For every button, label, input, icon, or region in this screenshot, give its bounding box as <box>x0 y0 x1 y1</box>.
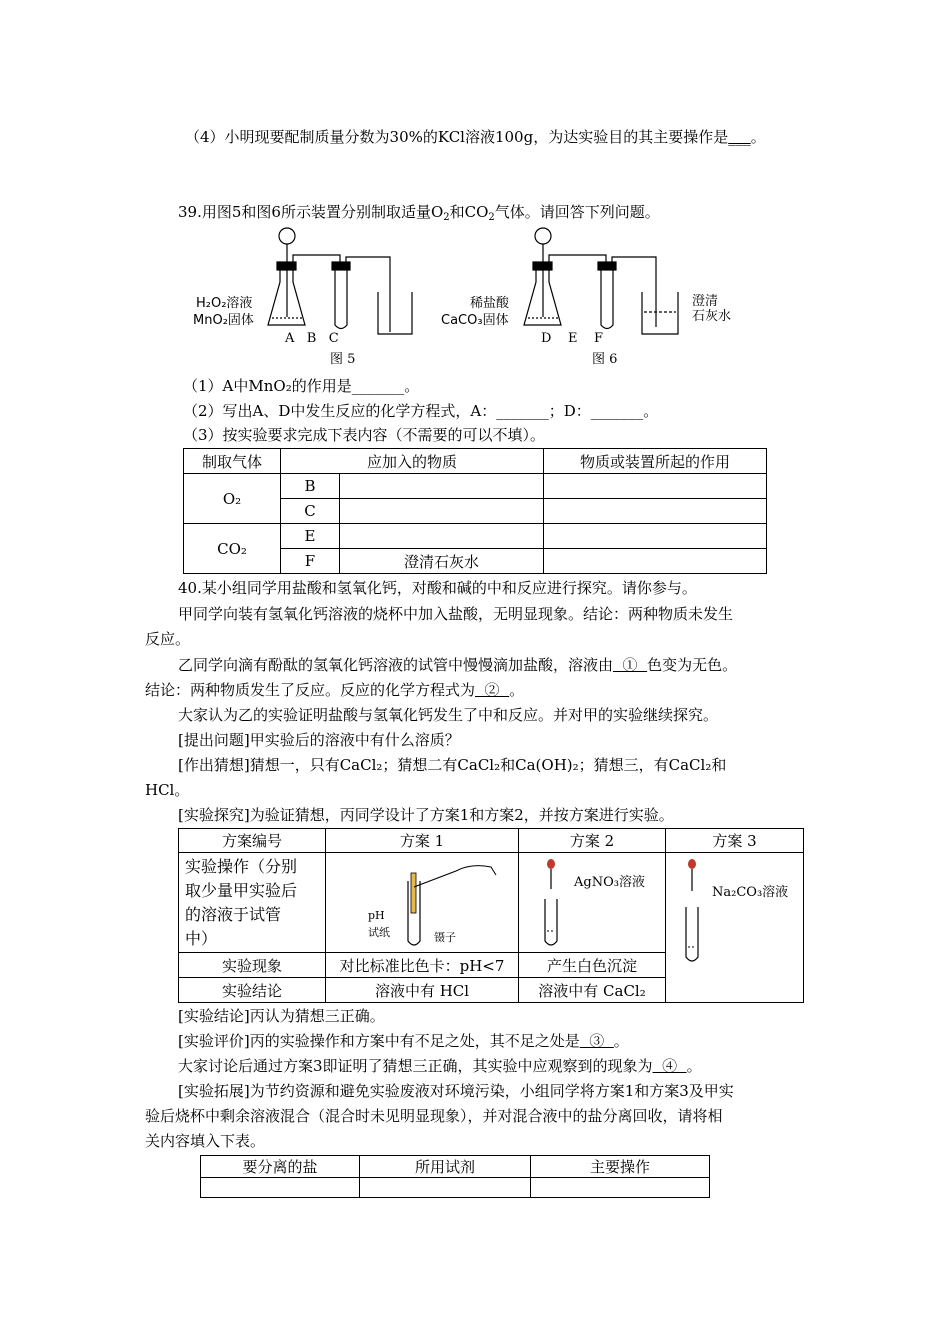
fig6-label-limewater: 石灰水 <box>692 309 732 324</box>
fig6-funnel-bulb <box>535 228 551 244</box>
fig6-drawing <box>524 228 678 334</box>
sep-header-reagent: 所用试剂 <box>360 1156 531 1178</box>
fig5-drawing <box>268 228 412 334</box>
tweezers-icon <box>414 871 456 887</box>
plan-table-h1: 方案 1 <box>326 829 519 853</box>
q40-p5: [提出问题]甲实验后的溶液中有什么溶质？ <box>178 731 460 749</box>
q39-sub1: （1）A中MnO₂的作用是_______。 <box>183 377 420 395</box>
q38-part4-end: 。 <box>750 128 766 146</box>
q40-blank-2[interactable]: ② <box>475 681 510 699</box>
q39-table-substance-cell[interactable] <box>340 524 544 549</box>
q39-table-substance-cell[interactable] <box>340 474 544 499</box>
op-label-line: 取少量甲实验后 <box>185 880 298 900</box>
q40-blank-1[interactable]: ① <box>613 656 648 674</box>
q38-part4-blank: ___ <box>728 128 751 146</box>
plan1-cell <box>326 853 519 953</box>
q39-table-substance-cell[interactable] <box>340 499 544 524</box>
q40-blank-4[interactable]: ④ <box>652 1057 687 1075</box>
fig6-label-caco3: CaCO₃固体 <box>441 313 509 328</box>
q39-sub-o2: 2 <box>443 212 450 223</box>
q39-sub2: （2）写出A、D中发生反应的化学方程式，A：_______；D：_______。 <box>183 402 659 420</box>
plan2-test-tube <box>545 899 557 945</box>
q40-p3b <box>145 680 524 700</box>
plan-table-h3: 方案 3 <box>666 829 804 853</box>
q39-intro-b: 和CO <box>449 203 489 221</box>
q40-p10 <box>178 1056 702 1076</box>
fig5-test-tube-b <box>335 270 347 329</box>
q40-p2a: 甲同学向装有氢氧化钙溶液的烧杯中加入盐酸，无明显现象。结论：两种物质未发生 <box>178 605 734 623</box>
plan1-ph-label: pH <box>368 909 385 922</box>
fig6-stopper-e <box>598 262 616 270</box>
q39-intro-a: 39.用图5和图6所示装置分别制取适量O <box>178 203 444 221</box>
q39-table-effect-cell[interactable] <box>544 549 767 574</box>
q40-p9 <box>178 1031 629 1051</box>
plan2-reagent: AgNO₃溶液 <box>574 875 645 890</box>
sep-cell-salt[interactable] <box>201 1178 360 1198</box>
q40-p7: [实验探究]为验证猜想，丙同学设计了方案1和方案2，并按方案进行实验。 <box>178 806 674 824</box>
plan-table-op-label <box>179 853 326 953</box>
plan-table-phen-label: 实验现象 <box>179 953 326 978</box>
plan1-phenomenon: 对比标准比色卡：pH<7 <box>326 953 519 978</box>
fig5-tube-bc <box>346 257 390 332</box>
sep-header-salt: 要分离的盐 <box>201 1156 360 1178</box>
q39-sub-co2: 2 <box>488 212 495 223</box>
plan3-drawing <box>680 857 710 967</box>
plan3-reagent: Na₂CO₃溶液 <box>712 885 789 900</box>
fig5-label-h2o2: H₂O₂溶液 <box>196 296 253 311</box>
q39-table-row-label: C <box>281 499 340 524</box>
q39-table <box>183 448 767 574</box>
q39-table-effect-cell[interactable] <box>544 499 767 524</box>
fig5-stopper-b <box>332 262 350 270</box>
plan3-test-tube <box>686 907 698 961</box>
q40-p2b: 反应。 <box>145 630 191 648</box>
plan1-tweezers-label: 镊子 <box>434 931 456 944</box>
q39-table-row-label: F <box>281 549 340 574</box>
sep-header-operation: 主要操作 <box>531 1156 710 1178</box>
plan-table-h0: 方案编号 <box>179 829 326 853</box>
q40-p3b-pre: 结论：两种物质发生了反应。反应的化学方程式为 <box>145 681 476 699</box>
q40-p11b: 验后烧杯中剩余溶液混合（混合时未见明显现象），并对混合液中的盐分离回收，请将相 <box>145 1107 723 1125</box>
q40-p11c: 关内容填入下表。 <box>145 1132 266 1150</box>
plan-table-conc-label: 实验结论 <box>179 978 326 1003</box>
dropper-icon <box>688 859 696 869</box>
q40-p11a: [实验拓展]为节约资源和避免实验废液对环境污染，小组同学将方案1和方案3及甲实 <box>178 1082 734 1100</box>
plan-table <box>178 828 804 1003</box>
plan1-conclusion: 溶液中有 HCl <box>326 978 519 1003</box>
q40-p8: [实验结论]丙认为猜想三正确。 <box>178 1007 385 1025</box>
q39-table-header-gas: 制取气体 <box>184 449 281 474</box>
sep-cell-reagent[interactable] <box>360 1178 531 1198</box>
q38-part4 <box>185 127 766 147</box>
plan2-conclusion: 溶液中有 CaCl₂ <box>519 978 666 1003</box>
plan3-cell <box>666 853 804 1003</box>
fig6-label-clear: 澄清 <box>692 294 719 309</box>
q39-table-row-label: B <box>281 474 340 499</box>
dropper-icon <box>547 859 555 869</box>
q40-p6a: [作出猜想]猜想一，只有CaCl₂；猜想二有CaCl₂和Ca(OH)₂；猜想三，有CaCl₂和 <box>178 756 727 774</box>
fig5-letters: A B C <box>285 331 339 346</box>
fig6-letters: D E F <box>541 331 603 346</box>
q39-intro-c: 气体。请回答下列问题。 <box>494 203 660 221</box>
plan2-phenomenon: 产生白色沉淀 <box>519 953 666 978</box>
separation-table <box>200 1155 710 1198</box>
op-label-line: 的溶液于试管 <box>185 904 282 924</box>
q40-blank-3[interactable]: ③ <box>579 1032 614 1050</box>
plan1-paper-label: 试纸 <box>368 926 390 939</box>
q39-table-gas-o2: O₂ <box>184 474 281 524</box>
q39-table-substance-cell[interactable]: 澄清石灰水 <box>340 549 544 574</box>
fig5-funnel-bulb <box>279 228 295 244</box>
fig6-caption: 图 6 <box>592 352 618 367</box>
q39-sub3: （3）按实验要求完成下表内容（不需要的可以不填）。 <box>183 426 546 444</box>
fig6-beaker-f <box>642 292 678 334</box>
plan2-drawing <box>539 857 569 949</box>
fig5-beaker-c <box>378 292 412 334</box>
sep-cell-operation[interactable] <box>531 1178 710 1198</box>
fig6-label-hcl: 稀盐酸 <box>470 296 510 311</box>
q40-p3b-post: 。 <box>509 681 525 699</box>
q40-p9-pre: [实验评价]丙的实验操作和方案中有不足之处，其不足之处是 <box>178 1032 580 1050</box>
q40-p9-post: 。 <box>613 1032 629 1050</box>
op-label-line: 实验操作（分别 <box>185 856 298 876</box>
fig5-caption: 图 5 <box>330 352 356 367</box>
q40-p3a-pre: 乙同学向滴有酚酞的氢氧化钙溶液的试管中慢慢滴加盐酸，溶液由 <box>178 656 614 674</box>
q40-p4: 大家认为乙的实验证明盐酸与氢氧化钙发生了中和反应。并对甲的实验继续探究。 <box>178 706 719 724</box>
q40-p10-pre: 大家讨论后通过方案3即证明了猜想三正确，其实验中应观察到的现象为 <box>178 1057 653 1075</box>
q39-table-gas-co2: CO₂ <box>184 524 281 574</box>
plan2-cell <box>519 853 666 953</box>
q40-p1: 40.某小组同学用盐酸和氢氧化钙，对酸和碱的中和反应进行探究。请你参与。 <box>178 579 697 597</box>
fig5-label-mno2: MnO₂固体 <box>193 313 254 328</box>
hand-icon <box>456 866 496 875</box>
plan-table-h2: 方案 2 <box>519 829 666 853</box>
op-label-line: 中） <box>185 928 218 948</box>
q40-p3a <box>178 655 737 675</box>
q39-table-row-label: E <box>281 524 340 549</box>
q39-table-effect-cell[interactable] <box>544 524 767 549</box>
q40-p6b: HCl。 <box>145 781 190 799</box>
q40-p10-post: 。 <box>686 1057 702 1075</box>
fig6-tube-ef <box>612 257 656 327</box>
plan1-ph-paper <box>411 873 416 913</box>
q38-part4-text: （4）小明现要配制质量分数为30%的KCl溶液100g，为达实验目的其主要操作是 <box>185 128 729 146</box>
q40-p3a-post: 色变为无色。 <box>647 656 738 674</box>
q39-table-effect-cell[interactable] <box>544 474 767 499</box>
apparatus-figures <box>180 222 740 372</box>
fig6-test-tube-e <box>601 270 613 329</box>
q39-table-header-effect: 物质或装置所起的作用 <box>544 449 767 474</box>
q39-table-header-substance: 应加入的物质 <box>281 449 544 474</box>
